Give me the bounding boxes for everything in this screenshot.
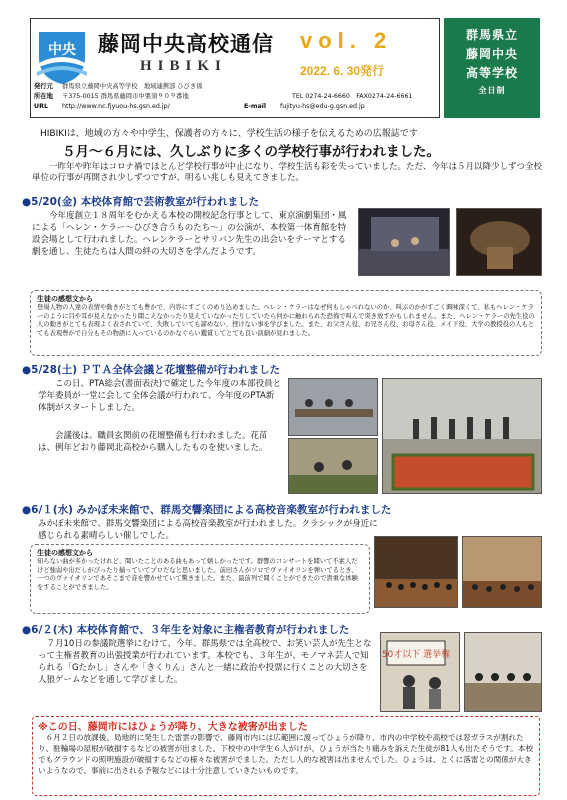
school-line: 藤岡中央 bbox=[465, 47, 518, 61]
lead-paragraph: 一昨年や昨年はコロナ禍でほとんど学校行事が中止になり、学校生活も彩を失っていました。ただ、今年は５月以降少しずつ全校単位の行事が再開され少しずつですが、明るい兆しも見えてきました。 bbox=[32, 162, 543, 183]
photo-orchestra-2 bbox=[462, 536, 542, 608]
section-title-pta: ●5/28(土) ＰＴＡ全体会議と花壇整備が行われました bbox=[22, 364, 281, 376]
email-link[interactable]: fujityu-hs@edu-g.gsn.ed.jp bbox=[280, 103, 365, 110]
issue-date: 2022. 6. 30発行 bbox=[300, 64, 385, 78]
photo-stage bbox=[358, 208, 450, 276]
section-body-civics: ７月10日の参議院選挙にむけて、今年、群馬県では全高校で、お笑い芸人が先生となって主権者教育の出張授業が行われています。本校でも、３年生が、モノマネ芸人で知られる「Gたかし」さんや「きくりん」さんと一緒に政治や投票に行くことの大切さを人狼ゲームなどを通して学びました。 bbox=[38, 639, 372, 685]
svg-text:50才以下 選挙権: 50才以下 選挙権 bbox=[381, 650, 451, 660]
photo-students bbox=[464, 632, 542, 712]
photo-comedians bbox=[380, 632, 460, 712]
student-impressions-2: 生徒の感想文から 知らない曲が多かったけれど、聞いたことのある曲もあって嬉しかったです。群響のコンサートを聞いて不素人だけど強弱や出だしがぴったり揃っていてプロだなと思いました。前田さんがソロでヴァイオリンを弾いてるとき、一つのヴァイオリンであそこまで音を響かせていて驚きました。また、最前列で聞くことができたので貴重な体験をすることができました。 bbox=[30, 544, 370, 614]
section-body-pta: この日、PTA総会(書面表決)で確定した今年度の本部役員と学年委員が一堂に会して全体会議が行われて、今年度のPTA新体制がスタートしました。 bbox=[38, 379, 282, 413]
photo-orchestra-1 bbox=[374, 536, 458, 608]
newsletter-title: 藤岡中央高校通信 bbox=[98, 32, 274, 56]
meta-address: 所在地 〒375-0015 群馬県藤岡市中栗須９０９番地 TEL 0274-24-6660 FAX0274-24-6661 bbox=[34, 93, 413, 100]
hail-notice-body: ６月２日の放課後、局地的に発生した雷雲の影響で、藤岡市内には広範囲に渡ってひょうが降り、市内の中学校や高校では窓ガラスが割れたり、駐輪場の屋根が破損するなどの被害が出ました。下校中の中学生６人がけが、ひょうが当たり痛みを訴えた生徒が81人も出たそうです。本校でもグラウンドの照明施設が破損するなどの様々な被害がでました。ただし人的な被害は出ませんでした。ひょうは、とくに落雷との関係が大きいようなので、事前に出される予報などには十分注意していきたいものです。 bbox=[38, 733, 534, 775]
section-body-music: みかぼ未来館で、群馬交響楽団による高校音楽教室が行われました。クラシックが身近に感じられる素晴らしい催しでした。 bbox=[38, 519, 378, 541]
website-link[interactable]: http://www.nc.fjyuou-hs.gsn.ed.jp/ bbox=[62, 103, 170, 110]
intro-text: HIBIKIは、地域の方々や中学生、保護者の方々に、学校生活の様子を伝えるための広報誌です bbox=[40, 129, 418, 139]
meta-publisher: 発行元 群馬県立藤岡中央高等学校 地域連携部 ひびき係 bbox=[34, 83, 203, 90]
school-line: 全日制 bbox=[478, 86, 506, 95]
section-title-civics: ●6/２(木) 本校体育館で、３年生を対象に主権者教育が行われました bbox=[22, 624, 350, 636]
newsletter-subtitle: HIBIKI bbox=[140, 58, 227, 74]
section-body-flowerbed: 会議後は、職員玄関前の花壇整備も行われました。花苗は、例年どおり藤岡北高校から購入したものを使いました。 bbox=[38, 431, 268, 453]
hail-notice-title: ※この日、藤岡市にはひょうが降り、大きな被害が出ました bbox=[38, 722, 308, 733]
school-line: 群馬県立 bbox=[465, 28, 518, 42]
volume-number: vol. 2 bbox=[300, 28, 393, 53]
school-logo bbox=[35, 26, 89, 86]
section-title-art-class: ●5/20(金) 本校体育館で芸術教室が行われました bbox=[22, 196, 260, 208]
photo-pta-meeting bbox=[288, 378, 378, 436]
photo-flowerbed-group bbox=[382, 378, 542, 494]
photo-performance bbox=[456, 208, 542, 276]
meta-url: URL http://www.nc.fjyuou-hs.gsn.ed.jp/ E-mail fujityu-hs@edu-g.gsn.ed.jp bbox=[34, 103, 365, 110]
svg-text:中央: 中央 bbox=[48, 42, 76, 58]
photo-planting bbox=[288, 438, 378, 494]
section-title-music: ●6/１(水) みかぼ未来館で、群馬交響楽団による高校音楽教室が行われました bbox=[22, 504, 392, 516]
school-line: 高等学校 bbox=[465, 66, 518, 80]
student-impressions-1: 生徒の感想文から 登場人物の人達の表情や動きがとても豊かで、内容にすごくのめり込めました。ヘレン・ケラーはなぜ何もしゃべれないのか、叫ぶのかがすごく興味深くて、私もヘレン・ケラーのように目や耳が見えなかったり聞こえなかったり見えていなかったりしていたら何かに触れられた恐怖で叫んで突き放すかもしれません。また、ヘレン・ケラーの先生役の人の動きがとても表現よく表されていて、失敗していても諦めない、挫けない事を学びました。また、お父さん役、お兄さん役、お母さん役、メイド役、大学の教授役の人もとても表現豊かで自分もその物語に入っているのかなぐらい鑑賞してとても良い演劇が見れました。 bbox=[30, 290, 542, 356]
section-body-art-class: 今年度創立１８周年をむかえる本校の開校記念行事として、東京演劇集団・風による「ヘレン・ケラー～ひびき合うものたち～」の公演が、本校第一体育館を特設会場として行われました。ヘレンケラーとサリバン先生の出会いをテーマとする劇を通し、生徒たちは人間の絆の大切さを学んだようです。 bbox=[32, 211, 347, 257]
school-name-box bbox=[444, 18, 540, 118]
headline: ５月～６月には、久しぶりに多くの学校行事が行われました。 bbox=[62, 144, 440, 160]
